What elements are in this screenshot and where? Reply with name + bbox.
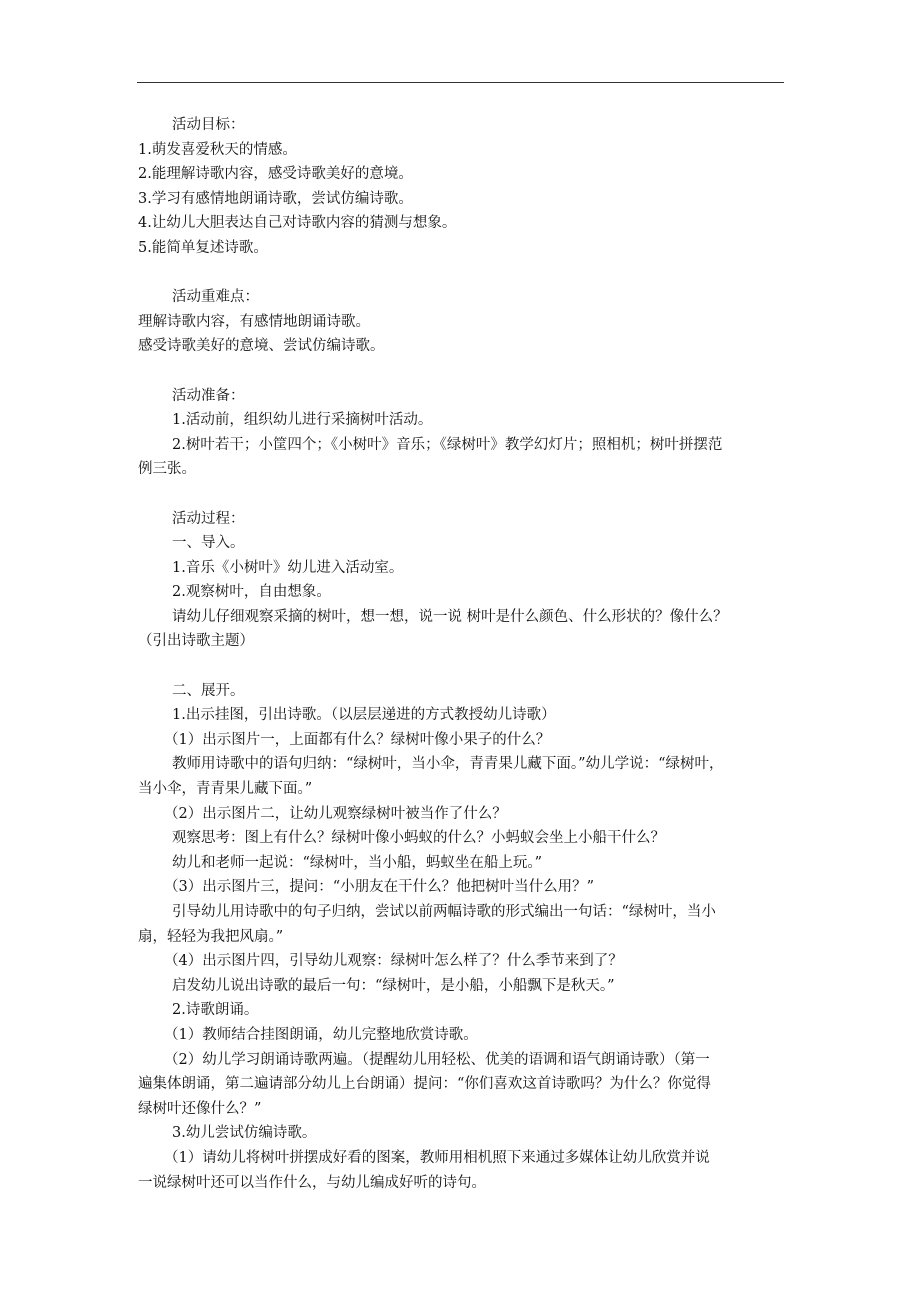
develop-step-2: 2.诗歌朗诵。 — [172, 1002, 259, 1019]
goal-item-4: 4.让幼儿大胆表达自己对诗歌内容的猜测与想象。 — [138, 215, 457, 232]
spacer — [172, 261, 784, 286]
header-rule — [137, 82, 784, 83]
preparation-item-1: 1.活动前，组织幼儿进行采摘树叶活动。 — [172, 412, 433, 429]
goal-item-3: 3.学习有感情地朗诵诗歌，尝试仿编诗歌。 — [138, 190, 413, 207]
process-heading: 活动过程： — [172, 510, 245, 527]
recite-2-cont-2: 绿树叶还像什么？” — [138, 1100, 262, 1117]
picture-3-guide: 引导幼儿用诗歌中的句子归纳，尝试以前两幅诗歌的形式编出一句话：“绿树叶，当小 — [172, 904, 716, 920]
recite-2-cont: 遍集体朗诵，第二遍请部分幼儿上台朗诵）提问：“你们喜欢这首诗歌吗？为什么？你觉得 — [138, 1076, 711, 1093]
picture-3-guide-cont: 扇，轻轻为我把风扇。” — [138, 928, 284, 945]
picture-1-prompt: （1）出示图片一，上面都有什么？绿树叶像小果子的什么？ — [164, 731, 551, 748]
key-point-2: 感受诗歌美好的意境、尝试仿编诗歌。 — [138, 338, 385, 355]
intro-step-1: 1.音乐《小树叶》幼儿进入活动室。 — [172, 559, 404, 576]
develop-step-1: 1.出示挂图，引出诗歌。（以层层递进的方式教授幼儿诗歌） — [172, 707, 556, 724]
key-points-heading: 活动重难点： — [172, 289, 259, 306]
picture-2-observe: 观察思考：图上有什么？绿树叶像小蚂蚁的什么？小蚂蚁会坐上小船干什么？ — [172, 830, 665, 847]
intro-title: 一、导入。 — [172, 535, 245, 552]
picture-1-teacher: 教师用诗歌中的语句归纳：“绿树叶，当小伞，青青果儿藏下面。”幼儿学说：“绿树叶， — [172, 756, 724, 773]
develop-step-3: 3.幼儿尝试仿编诗歌。 — [172, 1125, 317, 1142]
goal-item-5: 5.能简单复述诗歌。 — [138, 239, 268, 256]
intro-step-2: 2.观察树叶，自由想象。 — [172, 584, 331, 601]
compose-1-cont: 一说绿树叶还可以当作什么，与幼儿编成好听的诗句。 — [138, 1174, 486, 1191]
intro-prompt-cont: （引出诗歌主题） — [138, 633, 254, 650]
picture-3-prompt: （3）出示图片三，提问：“小朋友在干什么？他把树叶当什么用？” — [164, 879, 595, 896]
preparation-heading: 活动准备： — [172, 387, 245, 404]
picture-2-prompt: （2）出示图片二，让幼儿观察绿树叶被当作了什么？ — [164, 805, 507, 822]
compose-1: （1）请幼儿将树叶拼摆成好看的图案，教师用相机照下来通过多媒体让幼儿欣赏并说 — [164, 1149, 710, 1166]
develop-title: 二、展开。 — [172, 682, 245, 699]
document-body — [138, 113, 784, 1195]
preparation-item-2: 2.树叶若干；小筐四个；《小树叶》音乐；《绿树叶》教学幻灯片；照相机；树叶拼摆范 — [172, 436, 723, 453]
picture-1-teacher-cont: 当小伞，青青果儿藏下面。” — [138, 781, 313, 798]
preparation-item-2-cont: 例三张。 — [138, 461, 196, 478]
key-point-1: 理解诗歌内容，有感情地朗诵诗歌。 — [138, 313, 370, 330]
intro-prompt: 请幼儿仔细观察采摘的树叶，想一想，说一说 树叶是什么颜色、什么形状的？像什么？ — [172, 608, 728, 625]
goal-item-2: 2.能理解诗歌内容，感受诗歌美好的意境。 — [138, 166, 413, 183]
recite-1: （1）教师结合挂图朗诵，幼儿完整地欣赏诗歌。 — [164, 1026, 478, 1043]
spacer — [172, 654, 784, 679]
picture-4-prompt: （4）出示图片四，引导幼儿观察：绿树叶怎么样了？什么季节来到了？ — [164, 953, 623, 970]
picture-2-together: 幼儿和老师一起说：“绿树叶，当小船，蚂蚁坐在船上玩。” — [172, 854, 543, 871]
goal-item-1: 1.萌发喜爱秋天的情感。 — [138, 141, 297, 158]
picture-4-inspire: 启发幼儿说出诗歌的最后一句：“绿树叶，是小船，小船飘下是秋天。” — [172, 977, 615, 994]
spacer — [172, 482, 784, 507]
recite-2: （2）幼儿学习朗诵诗歌两遍。（提醒幼儿用轻松、优美的语调和语气朗诵诗歌）（第一 — [164, 1051, 710, 1068]
goals-heading: 活动目标： — [172, 117, 245, 133]
spacer — [172, 359, 784, 384]
